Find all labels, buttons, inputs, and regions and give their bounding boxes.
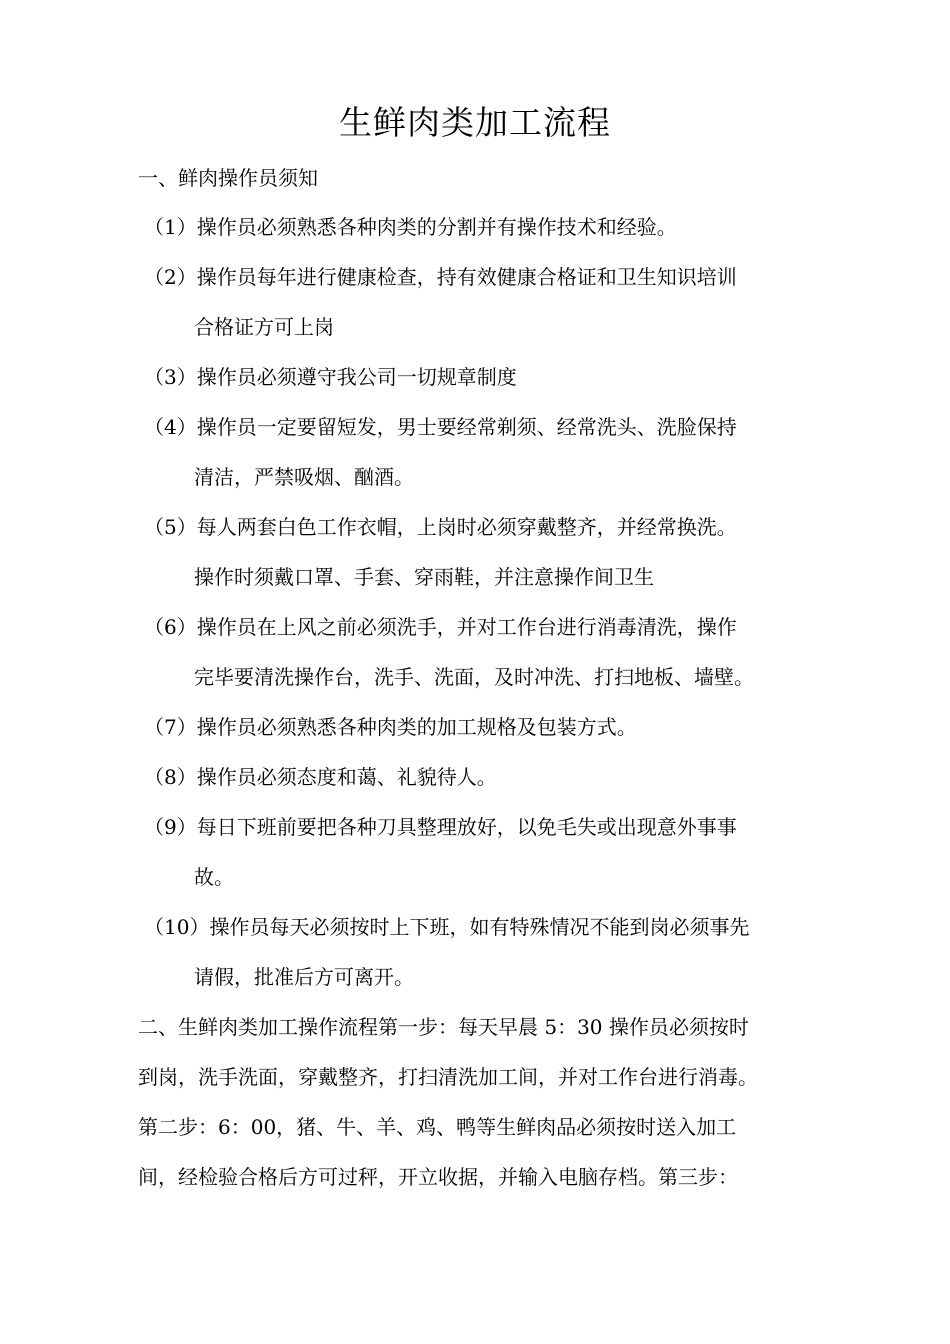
list-item-6: （6）操作员在上风之前必须洗手，并对工作台进行消毒清洗，操作 bbox=[144, 615, 737, 639]
section-1-heading: 一、鲜肉操作员须知 bbox=[138, 166, 318, 190]
section-2-line-1: 二、生鲜肉类加工操作流程第一步：每天早晨 5：30 操作员必须按时 bbox=[138, 1015, 749, 1039]
list-item-1: （1）操作员必须熟悉各种肉类的分割并有操作技术和经验。 bbox=[144, 215, 677, 239]
list-item-4-continuation: 清洁，严禁吸烟、酗酒。 bbox=[194, 465, 414, 489]
list-item-6-continuation: 完毕要清洗操作台，洗手、洗面，及时冲洗、打扫地板、墙壁。 bbox=[194, 665, 754, 689]
section-2-line-4: 间，经检验合格后方可过秤，开立收据，并输入电脑存档。第三步： bbox=[138, 1165, 738, 1189]
list-item-5-continuation: 操作时须戴口罩、手套、穿雨鞋，并注意操作间卫生 bbox=[194, 565, 654, 589]
list-item-8: （8）操作员必须态度和蔼、礼貌待人。 bbox=[144, 765, 497, 789]
section-2-line-2: 到岗，洗手洗面，穿戴整齐，打扫清洗加工间，并对工作台进行消毒。 bbox=[138, 1065, 758, 1089]
document-title: 生鲜肉类加工流程 bbox=[339, 103, 611, 142]
list-item-7: （7）操作员必须熟悉各种肉类的加工规格及包装方式。 bbox=[144, 715, 637, 739]
list-item-3: （3）操作员必须遵守我公司一切规章制度 bbox=[144, 365, 517, 389]
list-item-2: （2）操作员每年进行健康检查，持有效健康合格证和卫生知识培训 bbox=[144, 265, 737, 289]
list-item-10-continuation: 请假，批准后方可离开。 bbox=[194, 965, 414, 989]
list-item-9: （9）每日下班前要把各种刀具整理放好，以免毛失或出现意外事事 bbox=[144, 815, 737, 839]
section-2-line-3: 第二步：6：00，猪、牛、羊、鸡、鸭等生鲜肉品必须按时送入加工 bbox=[138, 1115, 737, 1139]
list-item-10: （10）操作员每天必须按时上下班，如有特殊情况不能到岗必须事先 bbox=[144, 915, 750, 939]
list-item-4: （4）操作员一定要留短发，男士要经常剃须、经常洗头、洗脸保持 bbox=[144, 415, 737, 439]
list-item-5: （5）每人两套白色工作衣帽，上岗时必须穿戴整齐，并经常换洗。 bbox=[144, 515, 737, 539]
list-item-9-continuation: 故。 bbox=[194, 865, 234, 889]
list-item-2-continuation: 合格证方可上岗 bbox=[194, 315, 334, 339]
